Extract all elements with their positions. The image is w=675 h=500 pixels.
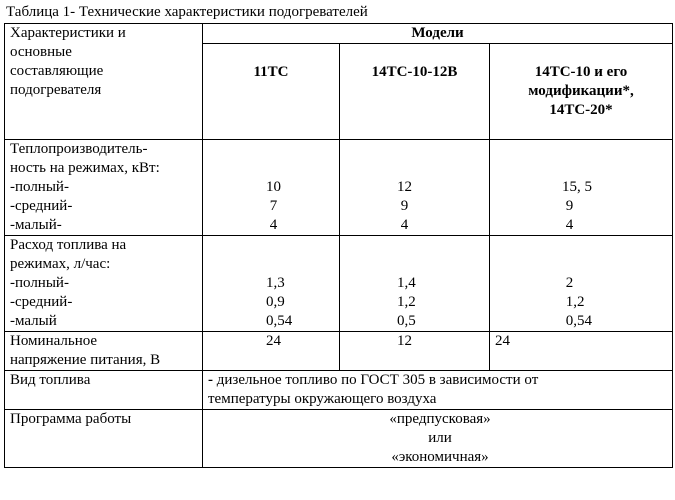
dash-mark: - <box>208 372 213 388</box>
row-fuel-type-value <box>203 371 673 410</box>
cell-values: 1,4 1,2 0,5 <box>397 275 416 329</box>
table-row <box>5 140 673 236</box>
cell-values: 12 9 4 <box>397 179 412 233</box>
row-voltage-11tc <box>203 332 340 371</box>
table-row <box>5 371 673 410</box>
row-fuel-consumption-14tc-10 <box>490 236 673 332</box>
cell-values: 1,3 0,9 0,54 <box>266 275 293 329</box>
row-fuel-consumption-label: Расход топлива на режимах, л/час: -полный- -средний- -малый <box>5 236 203 332</box>
row-heat-output-11tc <box>203 140 340 236</box>
table-row <box>5 332 673 371</box>
row-fuel-consumption-14tc-10-12b <box>340 236 490 332</box>
table-caption: Таблица 1- Технические характеристики подогревателей <box>6 4 368 20</box>
header-model-2: 14ТС-10-12В <box>340 44 490 140</box>
specifications-table <box>4 23 673 468</box>
fuel-type-text: дизельное топливо по ГОСТ 305 в зависимости от температуры окружающего воздуха <box>208 372 539 407</box>
table-row <box>5 236 673 332</box>
row-heat-output-14tc-10-12b <box>340 140 490 236</box>
row-fuel-consumption-11tc <box>203 236 340 332</box>
row-program-value: «предпусковая» или «экономичная» <box>203 410 673 468</box>
table-row <box>5 410 673 468</box>
cell-values: 15, 5 9 4 <box>562 179 592 233</box>
row-program-label: Программа работы <box>5 410 203 468</box>
row-heat-output-14tc-10 <box>490 140 673 236</box>
row-voltage-label: Номинальное напряжение питания, В <box>5 332 203 371</box>
row-heat-output-label: Теплопроизводитель- ность на режимах, кВт: -полный- -средний- -малый- <box>5 140 203 236</box>
row-voltage-14tc-10-12b <box>340 332 490 371</box>
header-row-top <box>5 24 673 44</box>
header-models: Модели <box>203 24 673 44</box>
cell-values: 24 <box>495 333 510 349</box>
cell-values: 10 7 4 <box>266 179 281 233</box>
row-fuel-type-label: Вид топлива <box>5 371 203 410</box>
header-model-3: 14ТС-10 и его модификации*, 14ТС-20* <box>490 44 673 140</box>
cell-values: 2 1,2 0,54 <box>565 275 592 329</box>
cell-values: 12 <box>397 333 412 349</box>
header-model-1: 11ТС <box>203 44 340 140</box>
header-characteristics: Характеристики и основные составляющие подогревателя <box>5 24 203 140</box>
row-voltage-14tc-10 <box>490 332 673 371</box>
cell-values: 24 <box>266 333 281 349</box>
